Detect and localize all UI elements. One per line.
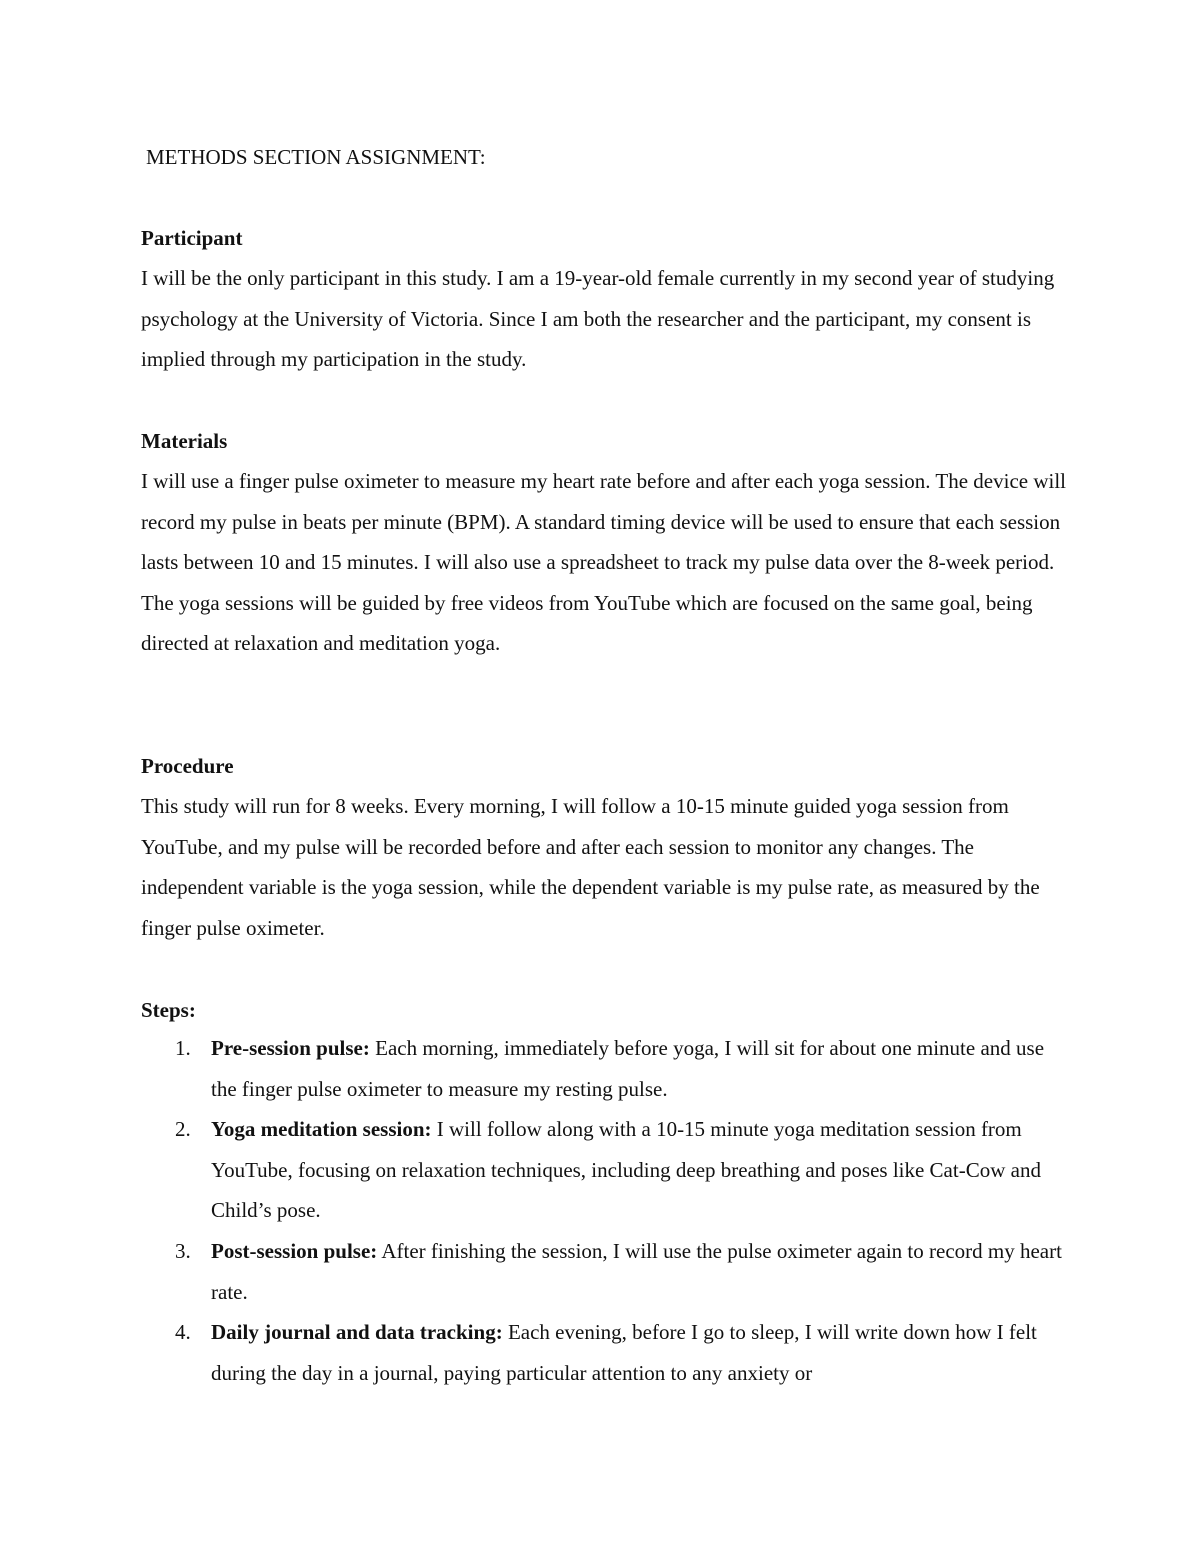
step-text: I will follow along with a 10-15 minute yoga meditation session from YouTube, focusing on relaxation techniques, including deep breathing and poses like Cat-Cow and Child’s pose. [211,1117,1041,1223]
step-text: After finishing the session, I will use the pulse oximeter again to record my heart rate. [211,1238,1062,1304]
step-number: 4. [175,1320,191,1345]
steps-heading: Steps: [141,998,196,1022]
step-number: 2. [175,1117,191,1142]
materials-heading: Materials [141,429,228,453]
step-item [141,1231,1071,1312]
materials-paragraph: I will use a finger pulse oximeter to measure my heart rate before and after each yoga session. The device will record my pulse in beats per minute (BPM). A standard timing device will be used to ensure that each session lasts between 10 and 15 minutes. I will also use a spreadsheet to track my pulse data over the 8-week period. The yoga sessions will be guided by free videos from YouTube which are focused on the same goal, being directed at relaxation and meditation yoga. [141,469,1067,656]
step-number: 1. [175,1036,191,1060]
step-item [141,1028,1071,1109]
step-item [141,1109,1071,1231]
step-text: Each morning, immediately before yoga, I will sit for about one minute and use the finger pulse oximeter to measure my resting pulse. [211,1036,1045,1101]
procedure-heading: Procedure [141,754,234,778]
participant-heading: Participant [141,226,243,250]
step-label: Post-session pulse: [211,1238,378,1263]
step-text: Each evening, before I go to sleep, I will write down how I felt during the day in a journal, paying particular attention to any anxiety or [211,1320,1037,1385]
participant-paragraph: I will be the only participant in this study. I am a 19-year-old female currently in my second year of studying psychology at the University of Victoria. Since I am both the researcher and the participant, my consent is implied through my participation in the study. [141,266,1055,372]
steps-list [141,1028,1071,1393]
step-item [141,1312,1071,1393]
step-number: 3. [175,1238,191,1263]
procedure-paragraph: This study will run for 8 weeks. Every morning, I will follow a 10-15 minute guided yoga session from YouTube, and my pulse will be recorded before and after each session to monitor any changes. The independent variable is the yoga session, while the dependent variable is my pulse rate, as measured by the finger pulse oximeter. [141,794,1040,940]
document-title: METHODS SECTION ASSIGNMENT: [146,145,486,169]
step-label: Yoga meditation session: [211,1117,432,1142]
step-label: Pre-session pulse: [211,1036,370,1060]
step-label: Daily journal and data tracking: [211,1320,503,1345]
